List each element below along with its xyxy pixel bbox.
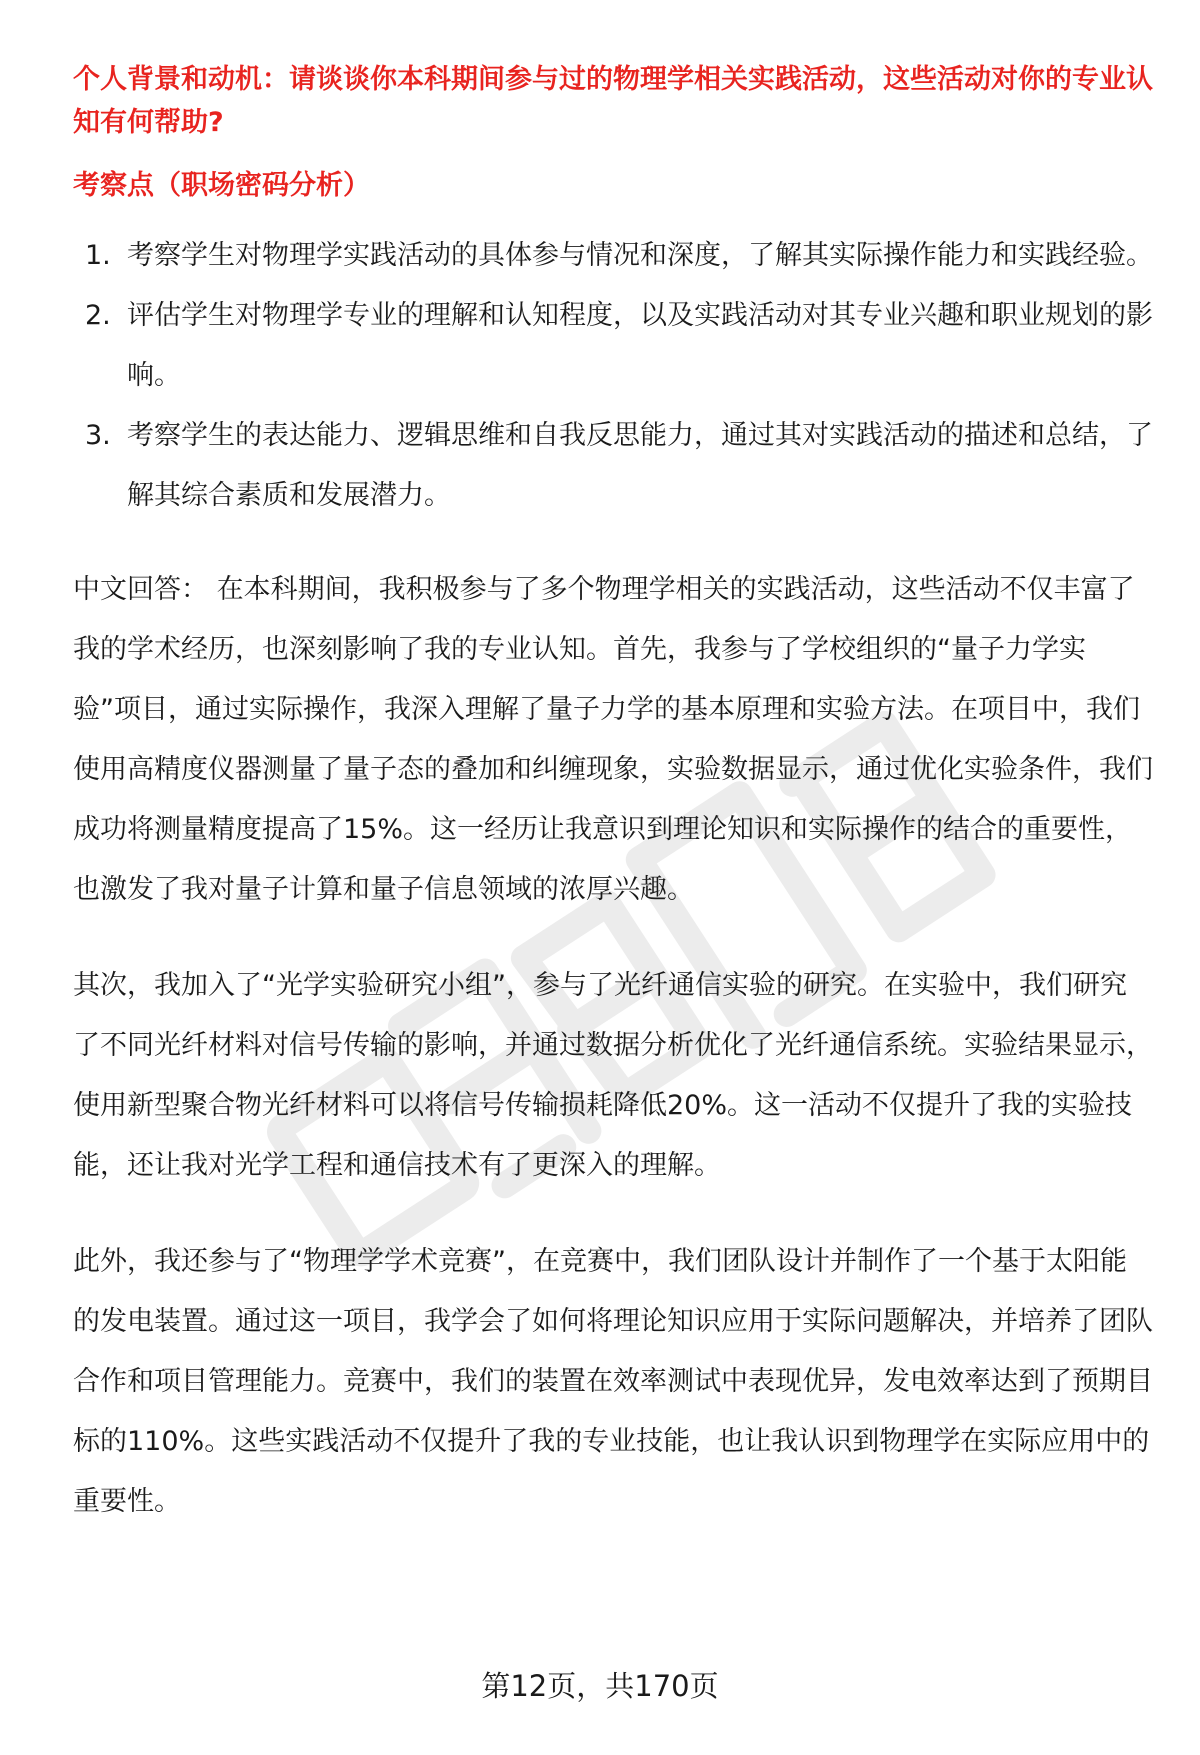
question-title: 个人背景和动机：请谈谈你本科期间参与过的物理学相关实践活动，这些活动对你的专业认知有何帮助? [73, 64, 1153, 138]
analysis-points-list [73, 226, 1153, 526]
list-item-number: 2. [85, 300, 111, 331]
list-item [73, 226, 1153, 286]
page-number: 第12页，共170页 [481, 1669, 719, 1703]
list-item-text: 评估学生对物理学专业的理解和认知程度，以及实践活动对其专业兴趣和职业规划的影响。 [127, 300, 1153, 391]
analysis-title: 考察点（职场密码分析） [73, 170, 370, 201]
list-item-number: 1. [85, 240, 111, 271]
list-item [73, 286, 1153, 406]
answer-paragraph: 中文回答： 在本科期间，我积极参与了多个物理学相关的实践活动，这些活动不仅丰富了我的学术经历，也深刻影响了我的专业认知。首先，我参与了学校组织的“量子力学实验”项目，通过实际操作，我深入理解了量子力学的基本原理和实验方法。在项目中，我们使用高精度仪器测量了量子态的叠加和纠缠现象，实验数据显示，通过优化实验条件，我们成功将测量精度提高了15%。这一经历让我意识到理论知识和实际操作的结合的重要性，也激发了我对量子计算和量子信息领域的浓厚兴趣。 [73, 574, 1153, 905]
list-item-text: 考察学生对物理学实践活动的具体参与情况和深度，了解其实际操作能力和实践经验。 [127, 240, 1153, 271]
list-item-number: 3. [85, 420, 111, 451]
list-item-text: 考察学生的表达能力、逻辑思维和自我反思能力，通过其对实践活动的描述和总结，了解其综合素质和发展潜力。 [127, 420, 1153, 511]
list-item [73, 406, 1153, 526]
answer-paragraph: 其次，我加入了“光学实验研究小组”，参与了光纤通信实验的研究。在实验中，我们研究了不同光纤材料对信号传输的影响，并通过数据分析优化了光纤通信系统。实验结果显示，使用新型聚合物光纤材料可以将信号传输损耗降低20%。这一活动不仅提升了我的实验技能，还让我对光学工程和通信技术有了更深入的理解。 [73, 970, 1153, 1181]
answer-section [73, 560, 1153, 1532]
answer-paragraph: 此外，我还参与了“物理学学术竞赛”，在竞赛中，我们团队设计并制作了一个基于太阳能的发电装置。通过这一项目，我学会了如何将理论知识应用于实际问题解决，并培养了团队合作和项目管理能力。竞赛中，我们的装置在效率测试中表现优异，发电效率达到了预期目标的110%。这些实践活动不仅提升了我的专业技能，也让我认识到物理学在实际应用中的重要性。 [73, 1246, 1153, 1517]
content-area [73, 58, 1153, 1532]
